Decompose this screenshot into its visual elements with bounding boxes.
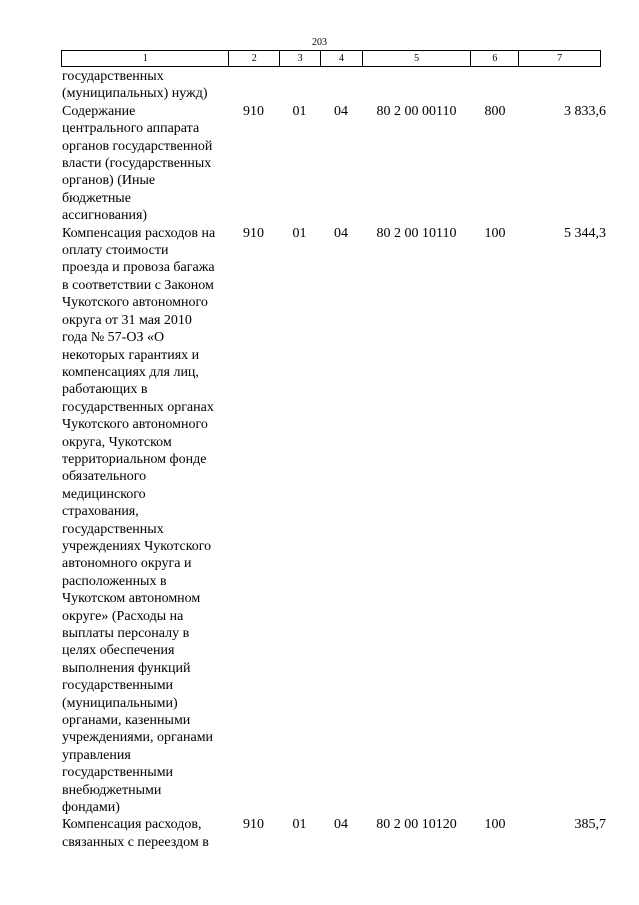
row-expense-type: 800 — [484, 103, 506, 119]
row-target-article: 80 2 00 10120 — [376, 817, 457, 833]
table-row — [61, 225, 606, 817]
row-admin-code — [228, 68, 279, 103]
table-row — [61, 103, 606, 225]
row-admin-code: 910 — [243, 817, 264, 833]
header-col-7: 7 — [518, 51, 600, 66]
row-section-code: 01 — [292, 225, 307, 241]
row-admin-code: 910 — [243, 225, 264, 241]
row-target-article: 80 2 00 10110 — [376, 225, 457, 241]
header-col-1: 1 — [142, 53, 148, 64]
header-col-5: 5 — [362, 51, 471, 66]
header-col-2: 2 — [228, 51, 279, 66]
page-number: 203 — [312, 37, 327, 48]
row-description: Компенсация расходов, связанных с переездом в — [62, 817, 209, 850]
header-col-4: 4 — [320, 51, 362, 66]
row-subsection-code: 04 — [334, 103, 348, 119]
row-expense-type: 100 — [484, 817, 506, 833]
table-body — [61, 68, 606, 851]
row-target-article: 80 2 00 00110 — [376, 103, 457, 119]
row-amount: 385,7 — [574, 817, 606, 833]
row-target-article — [362, 68, 471, 103]
row-admin-code: 910 — [243, 103, 264, 119]
row-description: Содержание центрального аппарата органов государственной власти (государственных органов) (Иные бюджетные ассигнования) — [62, 103, 213, 224]
row-section-code: 01 — [292, 817, 307, 833]
row-section-code: 01 — [292, 103, 307, 119]
row-description: государственных (муниципальных) нужд) — [62, 69, 208, 102]
row-subsection-code — [320, 68, 362, 103]
table-row — [61, 68, 606, 103]
table-header-row — [61, 50, 601, 67]
row-expense-type: 100 — [484, 225, 506, 241]
row-description: Компенсация расходов на оплату стоимости проезда и провоза багажа в соответствии с Законом Чукотского автономного округа от 31 мая 2010 года № 57-ОЗ «О некоторых гарантиях и компенсациях для лиц, работающих в государственных органах Чукотского автономного округа, Чукотском территориальном фонде обязательного медицинского страхования, государственных учреждениях Чукотского автономного округа и расположенных в Чукотском автономном округе» (Расходы на выплаты персоналу в целях обеспечения выполнения функций государственными (муниципальными) органами, казенными учреждениями, органами управления государственными внебюджетными фондами) — [62, 225, 216, 816]
row-amount — [519, 68, 606, 103]
header-col-6: 6 — [470, 51, 518, 66]
row-subsection-code: 04 — [334, 225, 348, 241]
row-amount: 5 344,3 — [564, 225, 606, 241]
row-section-code — [279, 68, 320, 103]
row-subsection-code: 04 — [334, 817, 348, 833]
row-expense-type — [471, 68, 519, 103]
table-row — [61, 816, 606, 851]
header-col-3: 3 — [279, 51, 320, 66]
row-amount: 3 833,6 — [564, 103, 606, 119]
